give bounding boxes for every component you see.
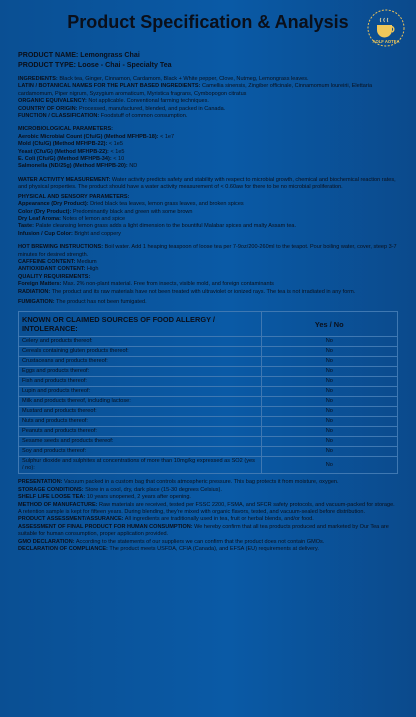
table-row: Milk and products thereof, including lactose: No (19, 397, 398, 407)
presentation-row: PRESENTATION: Vacuum packed in a custom bag that controls atmospheric pressure. This bag protects it from moisture, oxygen. (18, 479, 339, 486)
quality-row: RADIATION: The product and its raw materials have not been treated with ultraviolet or ionized rays. The tea is not irradiated in any form. (18, 288, 356, 295)
storage-row: STORAGE CONDITIONS: Store in a cool, dry, dark place (15-30 degrees Celsius). (18, 486, 222, 493)
product-name (18, 50, 398, 60)
table-row: Sesame seeds and products thereof: No (19, 437, 398, 447)
table-row: Cereals containing gluten products thereof: No (19, 347, 398, 357)
micro-row: Aerobic Microbial Count (Cfu/G) (Method MFHPB-18): < 1e7 (18, 133, 175, 140)
ingredients-section (18, 76, 398, 120)
yes-no-header: Yes / No (261, 312, 397, 337)
allergy-header: KNOWN OR CLAIMED SOURCES OF FOOD ALLERGY / INTOLERANCE: (19, 312, 262, 337)
antioxidant-row: ANTIOXIDANT CONTENT: High (18, 266, 99, 273)
assessment-row: PRODUCT ASSESSMENT/ASSURANCE: All ingredients are traditionally used in tea, fruit or herbal blends, and/or food. (18, 516, 314, 523)
caffeine-row: CAFFEINE CONTENT: Medium (18, 258, 97, 265)
ingredients-row: INGREDIENTS: Black tea, Ginger, Cinnamon, Cardamom, Black + White pepper, Clove, Nutmeg, Lemongrass leaves. (18, 76, 309, 82)
micro-row: Yeast (Cfu/G) (Method MFHPB-22): < 1e5 (18, 148, 125, 155)
micro-section (18, 126, 398, 170)
botanical-names-row: LATIN / BOTANICAL NAMES FOR THE PLANT BASED INGREDIENTS: Camellia sinensis, Zingiber officinale, Cinnamomum loureirii, Elettaria cardamomum, Piper nigrum, Syzygium aromaticum, Myristica fragrans, Cymbopogon citratus (18, 83, 373, 97)
micro-row: Salmonella (ND/25g) (Method MFHPB-20): ND (18, 163, 138, 170)
page-title: Product Specification & Analysis (67, 12, 349, 32)
micro-row: E. Coli (Cfu/G) (Method MFHPB-34): < 10 (18, 156, 125, 163)
micro-header: MICROBIOLOGICAL PARAMETERS: (18, 126, 114, 133)
sensory-section (18, 194, 398, 238)
water-activity-section (18, 177, 398, 192)
table-row: Soy and products thereof: No (19, 447, 398, 457)
product-name-label: PRODUCT NAME: (18, 51, 79, 59)
sensory-row: Appearance (Dry Product): Dried black tea leaves, lemon grass leaves, and broken spices (18, 201, 244, 208)
sensory-row: Taste: Palate cleansing lemon grass adds a light dimension to the bountiful Malabar spices and malty Assam tea. (18, 223, 297, 230)
allergy-table (18, 311, 398, 474)
sensory-row: Infusion / Cup Color: Bright and coppery (18, 230, 121, 237)
quality-header: QUALITY REQUIREMENTS: (18, 273, 91, 280)
table-row: Sulphur dioxide and sulphites at concentrations of more than 10mg/kg expressed as SO2 (yes / no): No (19, 457, 398, 474)
sensory-row: Dry Leaf Aroma: Notes of lemon and spice (18, 215, 126, 222)
table-row: Fish and products thereof: No (19, 377, 398, 387)
compliance-row: DECLARATION OF COMPLIANCE: The product meets USFDA, CFIA (Canada), and EFSA (EU) requirements at delivery. (18, 546, 319, 553)
product-name-value: Lemongrass Chai (80, 51, 140, 59)
sensory-row: Color (Dry Product): Predominantly black and green with some brown (18, 208, 193, 215)
footer-section (18, 479, 398, 553)
product-type-label: PRODUCT TYPE: (18, 61, 76, 69)
table-row: Celery and products thereof: No (19, 337, 398, 347)
organic-row: ORGANIC EQUIVALENCY: Not applicable. Conventional farming techniques. (18, 98, 209, 105)
brewing-row: HOT BREWING INSTRUCTIONS: Boil water. Add 1 heaping teaspoon of loose tea per 7-9oz/200-260ml to the teapot. Pour boiling water, cover, steep 3-7 minutes for desired strength. (18, 244, 397, 258)
product-type (18, 60, 398, 70)
shelf-life-row: SHELF LIFE LOOSE TEA: 10 years unopened, 2 years after opening. (18, 494, 191, 501)
function-row: FUNCTION / CLASSIFICATION: Foodstuff of common consumption. (18, 113, 188, 120)
quality-row: FUMIGATION: The product has not been fumigated. (18, 298, 147, 305)
table-row: Crustaceans and products thereof: No (19, 357, 398, 367)
quality-row: Foreign Matters: Max. 2% non-plant material. Free from insects, visible mold, and foreign contaminants (18, 281, 274, 288)
allergy-table-header (19, 312, 398, 337)
tea-cup-logo-icon (366, 8, 406, 48)
svg-text:AOLF AOTEA: AOLF AOTEA (372, 39, 400, 44)
product-identity (18, 50, 398, 70)
manufacture-row: METHOD OF MANUFACTURE: Raw materials are received, tested per FSSC 2200, FSMA, and SFCR safety protocols, and vacuum-packed for storage. A retention sample is kept for fifteen years. During blending, they're mixed with organic flavors, tested, and vacuum-sealed before distribution. (18, 501, 395, 515)
table-row: Mustard and products thereof: No (19, 407, 398, 417)
sensory-header: PHYSICAL AND SENSORY PARAMETERS: (18, 193, 130, 200)
water-activity-row: WATER ACTIVITY MEASUREMENT: Water activity predicts safety and stability with respect to microbial growth, chemical and biochemical reaction rates, and physical properties. The product should have a water activity measurement of < 0.60aw for there to be no microbial proliferation. (18, 176, 396, 191)
origin-row: COUNTRY OF ORIGIN: Processed, manufactured, blended, and packed in Canada. (18, 105, 226, 112)
gmo-row: GMO DECLARATION: According to the statements of our suppliers we can confirm that the product does not contain GMOs. (18, 538, 325, 545)
table-row: Nuts and products thereof: No (19, 417, 398, 427)
product-type-value: Loose - Chai - Specialty Tea (77, 61, 172, 69)
table-row: Eggs and products thereof: No (19, 367, 398, 377)
brewing-section (18, 244, 398, 306)
table-row: Lupin and products thereof: No (19, 387, 398, 397)
micro-row: Mold (Cfu/G) (Method MFHPB-22): < 1e5 (18, 141, 123, 148)
human-consumption-row: ASSESSMENT OF FINAL PRODUCT FOR HUMAN CONSUMPTION: We hereby confirm that all tea products produced and marketed by Our Tea are suitable for human consumption, proper application provided. (18, 523, 389, 538)
table-row: Peanuts and products thereof: No (19, 427, 398, 437)
